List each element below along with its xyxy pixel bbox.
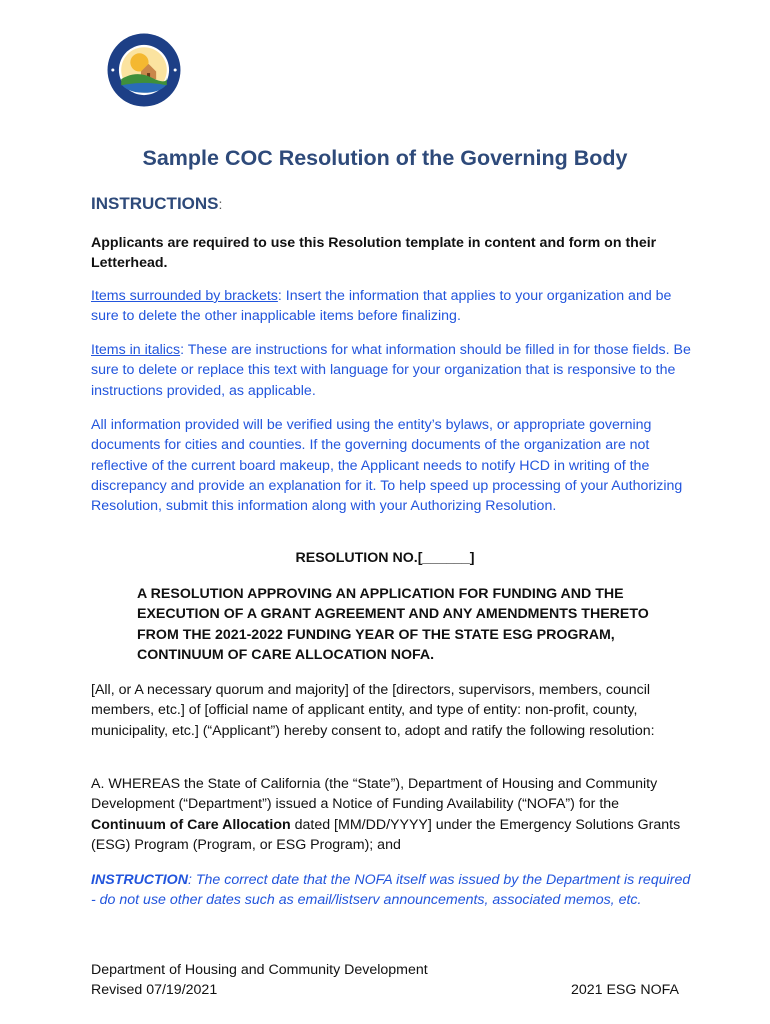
resolution-title: A RESOLUTION APPROVING AN APPLICATION FOR FUNDING AND THE EXECUTION OF A GRANT AGREEMENT AND ANY AMENDMENTS THERETO FROM THE 2021-2022 FUNDING YEAR OF THE STATE ESG PROGRAM, CONTINUUM OF CARE ALLOCATION NOFA.: [137, 586, 649, 663]
whereas-a-end: dated [MM/DD/YYYY] under the Emergency Solutions Grants (ESG) Program (Program, or ESG Program); and: [91, 816, 681, 853]
brackets-text: : Insert the information that applies to your organization and be sure to delete the other inapplicable items before finalizing.: [91, 288, 672, 325]
instruction-label: INSTRUCTION: [91, 872, 188, 888]
instruction-text: : The correct date that the NOFA itself was issued by the Department is required - do not use other dates such as email/listserv announcements, associated memos, etc.: [91, 872, 691, 909]
footer-department: Department of Housing and Community Development: [91, 962, 428, 978]
italics-label: Items in italics: [91, 342, 181, 358]
italics-instruction: [91, 340, 691, 401]
resolution-number: RESOLUTION NO.[______]: [295, 550, 475, 566]
verification-text: All information provided will be verified using the entity’s bylaws, or appropriate governing documents for cities and counties. If the governing documents of the organization are not reflective of the current board makeup, the Applicant needs to notify HCD in writing of the discrepancy and provide an explanation for it. To help speed up processing of your Authorizing Resolution, submit this information along with your Authorizing Resolution.: [91, 417, 683, 515]
footer-revised: Revised 07/19/2021: [91, 982, 218, 998]
brackets-label: Items surrounded by brackets: [91, 288, 278, 304]
whereas-a-paragraph: [91, 774, 691, 855]
footer-nofa: 2021 ESG NOFA: [570, 982, 679, 998]
seal-dot-left: [111, 68, 114, 71]
instructions-heading-text: INSTRUCTIONS: [91, 194, 219, 213]
consent-paragraph: [All, or A necessary quorum and majority] of the [directors, supervisors, members, council members, etc.] of [official name of applicant entity, and type of entity: non-profit, county, municipality, etc.] (“Applicant”) hereby consent to, adopt and ratify the following resolution:: [91, 682, 655, 739]
seal-dot-right: [174, 68, 177, 71]
footer-left: [91, 960, 428, 1000]
instructions-heading: [91, 194, 222, 214]
whereas-a-bold: Continuum of Care Allocation: [91, 816, 291, 833]
page-title: Sample COC Resolution of the Governing Body: [142, 146, 628, 170]
italics-text: : These are instructions for what information should be filled in for those fields. Be sure to delete or replace this text with language for your organization that is responsive to the instructions provided, as applicable.: [91, 342, 691, 399]
whereas-a-start: A. WHEREAS the State of California (the “State”), Department of Housing and Community Development (“Department”) issued a Notice of Funding Availability (“NOFA”) for the: [91, 776, 658, 813]
instructions-heading-colon: :: [218, 196, 223, 212]
hcd-california-seal-icon: [106, 32, 182, 108]
requirement-text: Applicants are required to use this Resolution template in content and form on their Letterhead.: [91, 235, 657, 272]
nofa-date-instruction: [91, 870, 691, 911]
brackets-instruction: [91, 286, 691, 327]
